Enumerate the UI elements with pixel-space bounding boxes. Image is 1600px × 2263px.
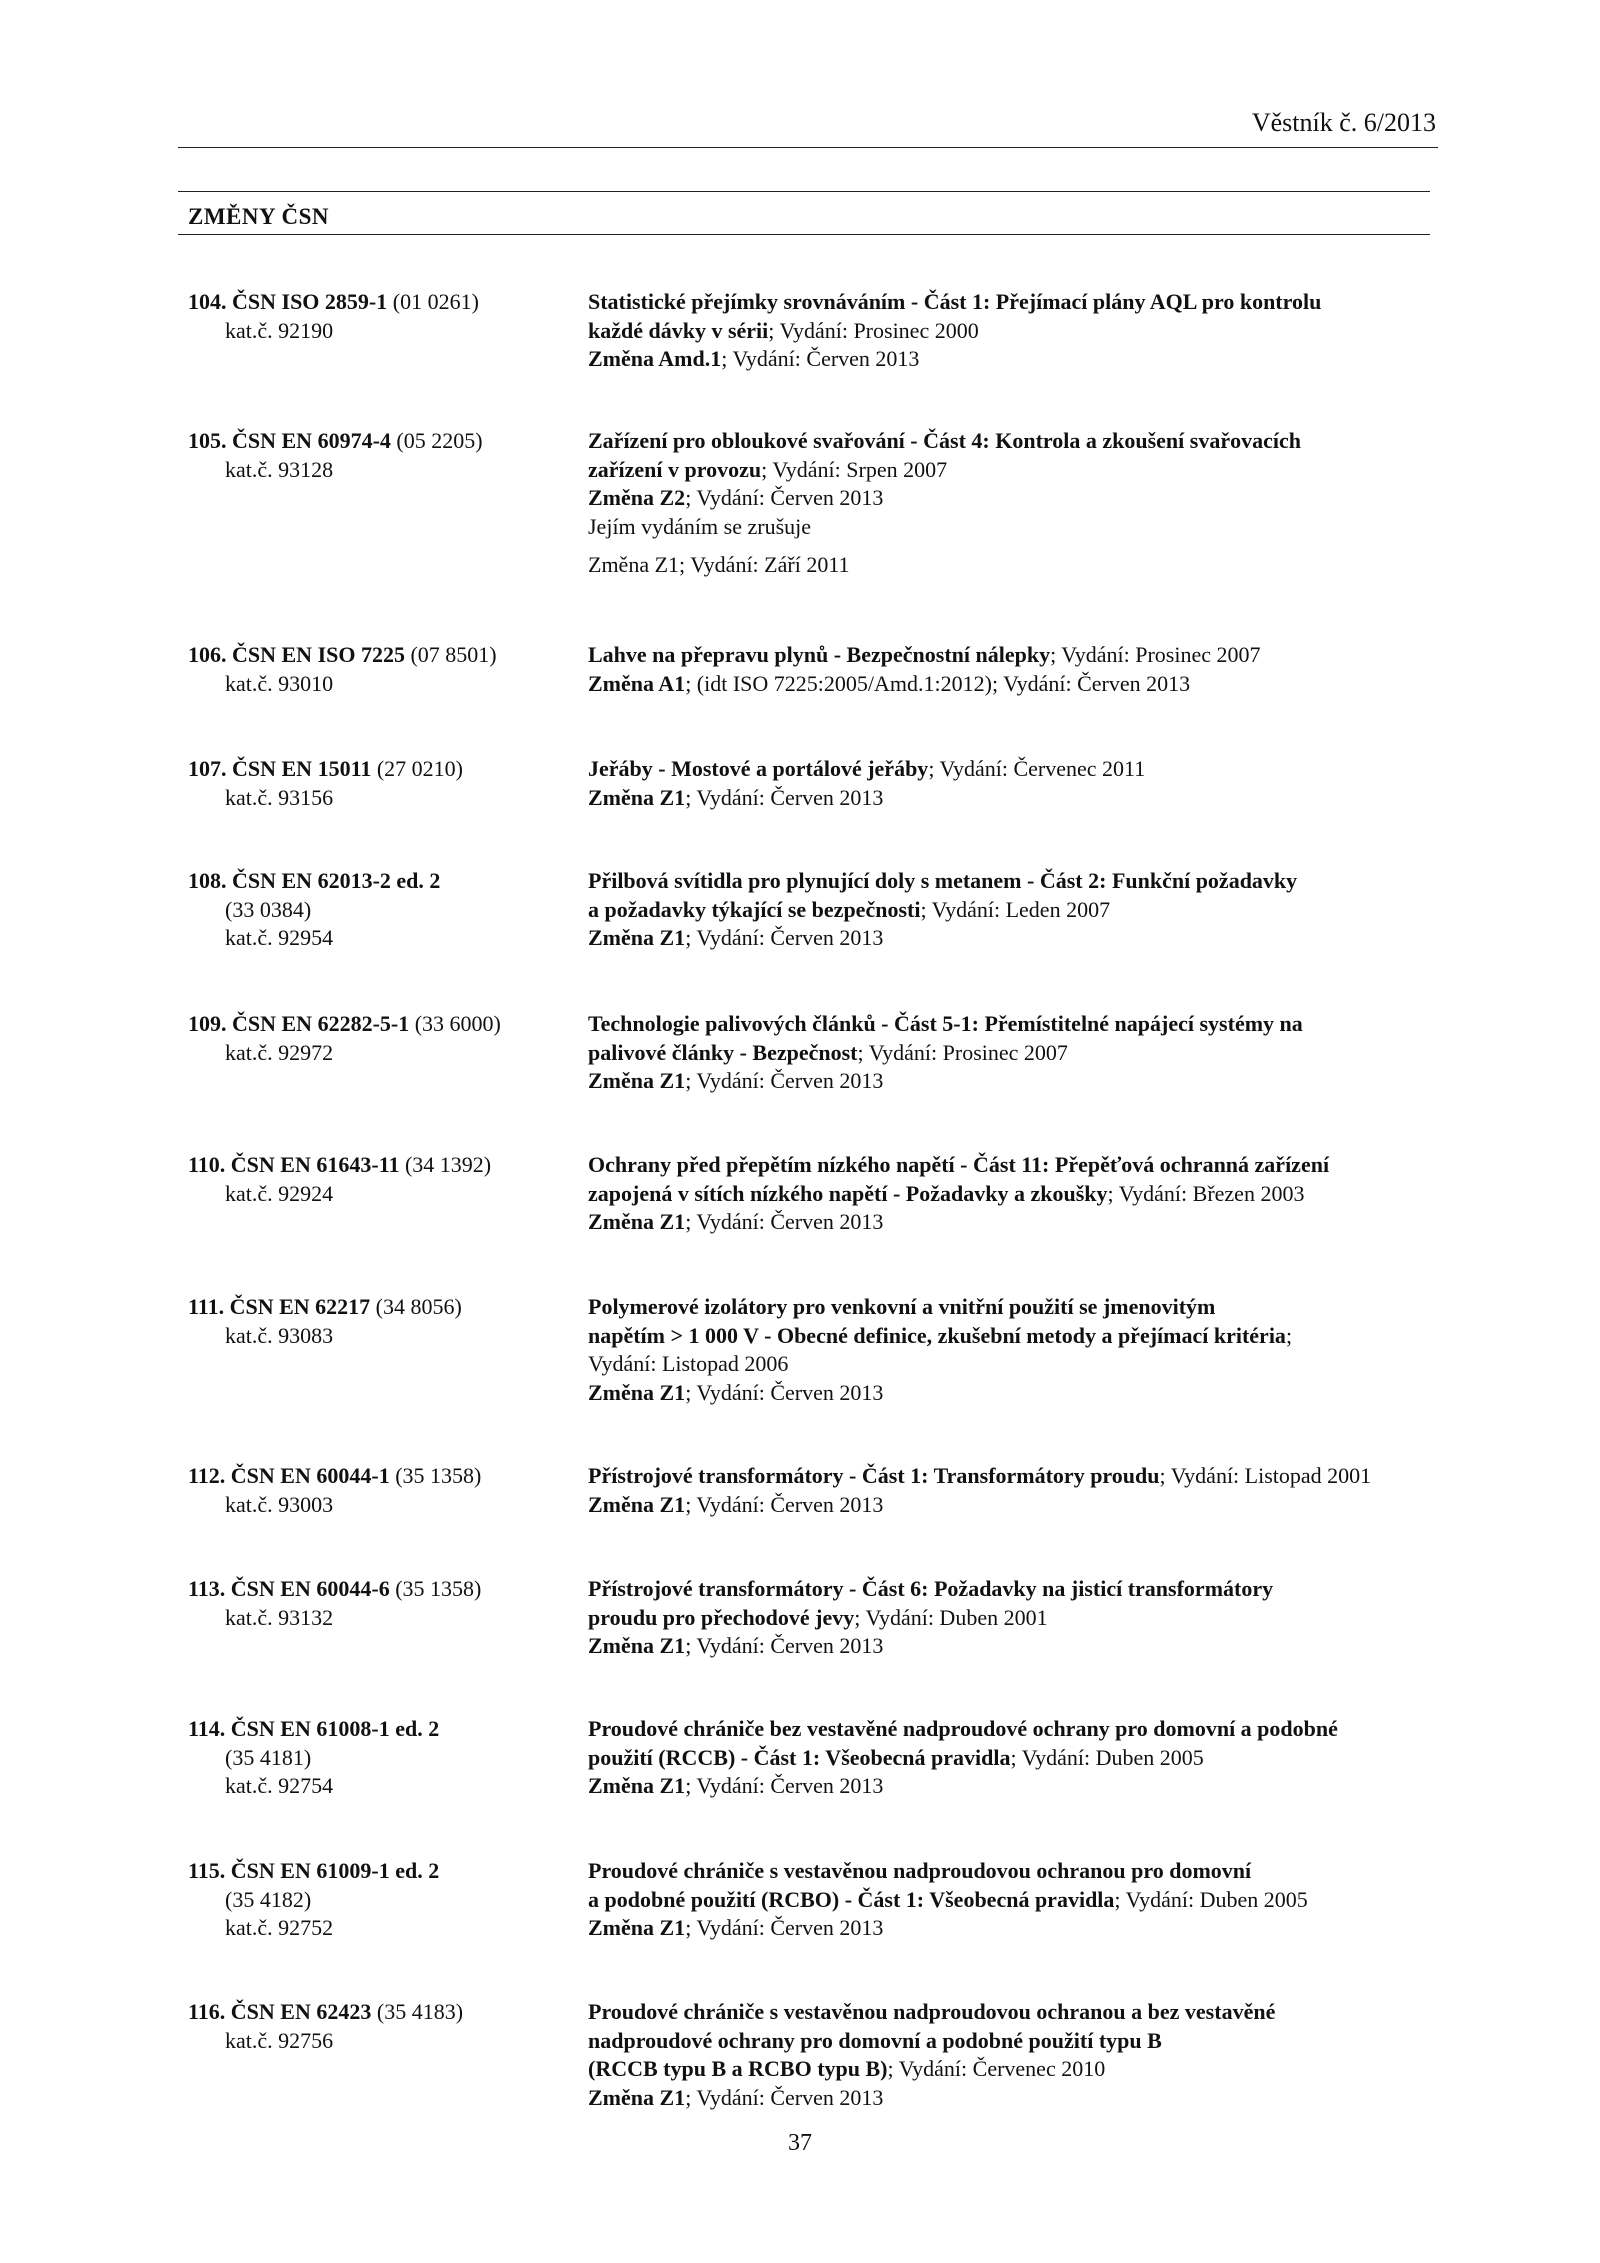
- description-line: [588, 1208, 1440, 1237]
- regular-text: ; Vydání: Červen 2013: [685, 1491, 884, 1517]
- page-number: 37: [788, 2130, 812, 2156]
- standard-identifier: [188, 427, 568, 484]
- bold-text: napětím > 1 000 V - Obecné definice, zkušební metody a přejímací kritéria: [588, 1322, 1286, 1348]
- description-line: [588, 2027, 1440, 2056]
- entry-number: 104.: [188, 289, 227, 314]
- regular-text: ;: [1285, 1322, 1293, 1348]
- class-number: (07 8501): [410, 642, 497, 667]
- standard-code: ČSN EN 61643-11: [230, 1152, 400, 1177]
- bold-text: Změna Z1: [588, 1773, 686, 1798]
- bold-text: Změna Z1: [588, 1068, 686, 1093]
- description-line: [588, 1632, 1440, 1661]
- standard-description: [588, 427, 1440, 580]
- description-line: [588, 1575, 1440, 1604]
- class-number: (33 0384): [225, 896, 312, 922]
- bold-text: Změna Z1: [588, 925, 686, 950]
- standard-description: [588, 1462, 1440, 1519]
- section-title: ZMĚNY ČSN: [188, 204, 330, 229]
- regular-text: ; Vydání: Červen 2013: [685, 1209, 884, 1234]
- description-line: [588, 1998, 1440, 2027]
- regular-text: ; Vydání: Červen 2013: [685, 925, 884, 950]
- description-line: [588, 317, 1440, 346]
- bold-text: Změna A1: [588, 670, 686, 696]
- entry-number: 105.: [188, 428, 227, 453]
- regular-text: ; Vydání: Červen 2013: [685, 1773, 884, 1798]
- description-line: [588, 1491, 1440, 1520]
- description-line: [588, 1067, 1440, 1096]
- description-line: [588, 1151, 1440, 1180]
- regular-text: Jejím vydáním se zrušuje: [588, 513, 812, 539]
- bold-text: použití (RCCB) - Část 1: Všeobecná pravidla: [588, 1744, 1011, 1770]
- description-line: [588, 1914, 1440, 1943]
- catalog-number: kat.č. 93083: [225, 1322, 334, 1348]
- description-line: [588, 641, 1440, 670]
- regular-text: ; Vydání: Duben 2001: [854, 1604, 1048, 1630]
- bold-text: Přístrojové transformátory - Část 1: Transformátory proudu: [588, 1463, 1160, 1488]
- header-rule: [178, 147, 1438, 148]
- bold-text: Změna Z1: [588, 2084, 686, 2110]
- standard-description: [588, 1998, 1440, 2112]
- catalog-number: kat.č. 93003: [225, 1491, 334, 1517]
- bold-text: Změna Z1: [588, 1379, 686, 1405]
- standard-identifier: [188, 1462, 568, 1519]
- standard-description: [588, 1575, 1440, 1661]
- description-line: [588, 867, 1440, 896]
- bold-text: zapojená v sítích nízkého napětí - Požadavky a zkoušky: [588, 1180, 1108, 1206]
- bold-text: a podobné použití (RCBO) - Část 1: Všeobecná pravidla: [588, 1886, 1115, 1912]
- entry-number: 111.: [188, 1294, 225, 1319]
- entry-number: 112.: [188, 1463, 226, 1488]
- catalog-number: kat.č. 93128: [225, 456, 334, 482]
- regular-text: ; Vydání: Srpen 2007: [761, 456, 948, 482]
- regular-text: ; Vydání: Červen 2013: [685, 2084, 884, 2110]
- class-number: (05 2205): [396, 428, 483, 453]
- bold-text: palivové články - Bezpečnost: [588, 1039, 858, 1065]
- description-line: [588, 1039, 1440, 1068]
- description-line: [588, 670, 1440, 699]
- class-number: (35 4181): [225, 1744, 312, 1770]
- standard-description: [588, 641, 1440, 698]
- description-line: [588, 1379, 1440, 1408]
- standard-identifier: [188, 1151, 568, 1208]
- bold-text: Přístrojové transformátory - Část 6: Požadavky na jisticí transformátory: [588, 1576, 1274, 1601]
- standard-code: ČSN EN 60044-6: [230, 1576, 390, 1601]
- entry-number: 109.: [188, 1011, 227, 1036]
- description-line: [588, 1180, 1440, 1209]
- standard-identifier: [188, 1010, 568, 1067]
- regular-text: ; Vydání: Červen 2013: [685, 1915, 884, 1940]
- catalog-number: kat.č. 92190: [225, 317, 334, 343]
- bold-text: Změna Amd.1: [588, 346, 722, 371]
- class-number: (35 1358): [395, 1463, 482, 1488]
- regular-text: Změna Z1; Vydání: Září 2011: [588, 552, 850, 577]
- description-line: [588, 2055, 1440, 2084]
- standard-code: ČSN EN 15011: [232, 756, 372, 781]
- entry-number: 107.: [188, 756, 227, 781]
- regular-text: ; Vydání: Červen 2013: [685, 784, 884, 810]
- standard-identifier: [188, 1715, 568, 1801]
- standard-code: ČSN EN 61009-1 ed. 2: [230, 1858, 440, 1883]
- regular-text: ; Vydání: Duben 2005: [1114, 1886, 1308, 1912]
- regular-text: ; Vydání: Červenec 2011: [928, 756, 1146, 781]
- description-line: [588, 484, 1440, 513]
- description-line: [588, 755, 1440, 784]
- description-line: [588, 288, 1440, 317]
- class-number: (34 8056): [375, 1294, 462, 1319]
- standard-description: [588, 1151, 1440, 1237]
- standard-description: [588, 1010, 1440, 1096]
- description-line: [588, 1857, 1440, 1886]
- entry-number: 114.: [188, 1716, 226, 1741]
- regular-text: ; Vydání: Prosinec 2007: [1050, 642, 1261, 667]
- class-number: (01 0261): [392, 289, 479, 314]
- standard-identifier: [188, 755, 568, 812]
- standard-code: ČSN EN ISO 7225: [232, 642, 405, 667]
- bold-text: Proudové chrániče bez vestavěné nadproudové ochrany pro domovní a podobné: [588, 1716, 1338, 1741]
- bold-text: Přilbová svítidla pro plynující doly s metanem - Část 2: Funkční požadavky: [588, 868, 1298, 893]
- entry-number: 113.: [188, 1576, 226, 1601]
- regular-text: ; Vydání: Duben 2005: [1010, 1744, 1204, 1770]
- standard-identifier: [188, 641, 568, 698]
- bold-text: Změna Z1: [588, 1491, 686, 1517]
- description-line: [588, 1350, 1440, 1379]
- description-line: [588, 1744, 1440, 1773]
- description-line: [588, 1886, 1440, 1915]
- regular-text: ; Vydání: Červen 2013: [721, 346, 920, 371]
- bold-text: a požadavky týkající se bezpečnosti: [588, 896, 921, 922]
- catalog-number: kat.č. 92924: [225, 1180, 334, 1206]
- description-line: [588, 456, 1440, 485]
- description-line: [588, 1604, 1440, 1633]
- bold-text: Ochrany před přepětím nízkého napětí - Část 11: Přepěťová ochranná zařízení: [588, 1152, 1330, 1177]
- regular-text: ; Vydání: Červen 2013: [685, 1633, 884, 1658]
- class-number: (35 1358): [395, 1576, 482, 1601]
- bold-text: Změna Z1: [588, 1209, 686, 1234]
- section-rule-top: [178, 191, 1430, 192]
- regular-text: ; Vydání: Leden 2007: [920, 896, 1111, 922]
- standard-identifier: [188, 1575, 568, 1632]
- description-line: [588, 427, 1440, 456]
- regular-text: ; Vydání: Prosinec 2000: [768, 317, 979, 343]
- description-line: [588, 896, 1440, 925]
- standard-code: ČSN ISO 2859-1: [232, 289, 388, 314]
- description-line: [588, 1772, 1440, 1801]
- bold-text: Změna Z1: [588, 1633, 686, 1658]
- regular-text: ; Vydání: Červen 2013: [685, 1379, 884, 1405]
- standard-description: [588, 867, 1440, 953]
- description-line: [588, 513, 1440, 542]
- standard-description: [588, 1857, 1440, 1943]
- entry-number: 108.: [188, 868, 227, 893]
- class-number: (33 6000): [414, 1011, 501, 1036]
- standard-identifier: [188, 1293, 568, 1350]
- catalog-number: kat.č. 92754: [225, 1773, 334, 1798]
- entry-number: 115.: [188, 1858, 226, 1883]
- description-line: [588, 2084, 1440, 2113]
- standard-code: ČSN EN 62013-2 ed. 2: [232, 868, 441, 893]
- regular-text: ; Vydání: Prosinec 2007: [857, 1039, 1068, 1065]
- description-line: [588, 551, 1440, 580]
- standard-identifier: [188, 867, 568, 953]
- catalog-number: kat.č. 92954: [225, 925, 334, 950]
- standard-code: ČSN EN 60044-1: [230, 1463, 390, 1488]
- catalog-number: kat.č. 92756: [225, 2027, 334, 2053]
- bold-text: Proudové chrániče s vestavěnou nadproudovou ochranou a bez vestavěné: [588, 1999, 1276, 2024]
- regular-text: Vydání: Listopad 2006: [588, 1351, 789, 1376]
- regular-text: ; Vydání: Březen 2003: [1107, 1180, 1305, 1206]
- standard-identifier: [188, 1857, 568, 1943]
- standard-code: ČSN EN 61008-1 ed. 2: [230, 1716, 440, 1741]
- catalog-number: kat.č. 93156: [225, 784, 334, 810]
- catalog-number: kat.č. 93010: [225, 670, 334, 696]
- description-line: [588, 1322, 1440, 1351]
- bold-text: nadproudové ochrany pro domovní a podobné použití typu B: [588, 2027, 1162, 2053]
- regular-text: ; Vydání: Červen 2013: [685, 485, 884, 510]
- class-number: (27 0210): [376, 756, 464, 781]
- bold-text: Proudové chrániče s vestavěnou nadproudovou ochranou pro domovní: [588, 1858, 1252, 1883]
- bold-text: Statistické přejímky srovnáváním - Část 1: Přejímací plány AQL pro kontrolu: [588, 289, 1322, 314]
- class-number: (34 1392): [404, 1152, 492, 1177]
- standard-description: [588, 1715, 1440, 1801]
- standard-code: ČSN EN 62217: [229, 1294, 371, 1319]
- bold-text: Jeřáby - Mostové a portálové jeřáby: [588, 756, 929, 781]
- bold-text: zařízení v provozu: [588, 456, 762, 482]
- description-line: [588, 1010, 1440, 1039]
- catalog-number: kat.č. 92972: [225, 1039, 334, 1065]
- standard-code: ČSN EN 62423: [230, 1999, 372, 2024]
- section-rule-bottom: [178, 234, 1430, 235]
- class-number: (35 4183): [376, 1999, 464, 2024]
- description-line: [588, 345, 1440, 374]
- standard-identifier: [188, 288, 568, 345]
- standard-description: [588, 1293, 1440, 1407]
- regular-text: ; (idt ISO 7225:2005/Amd.1:2012); Vydání: Červen 2013: [685, 670, 1191, 696]
- entry-number: 116.: [188, 1999, 226, 2024]
- regular-text: ; Vydání: Červen 2013: [685, 1068, 884, 1093]
- regular-text: ; Vydání: Červenec 2010: [887, 2056, 1106, 2081]
- bold-text: Polymerové izolátory pro venkovní a vnitřní použití se jmenovitým: [588, 1294, 1216, 1319]
- description-line: [588, 1293, 1440, 1322]
- standard-code: ČSN EN 60974-4: [232, 428, 391, 453]
- standard-description: [588, 288, 1440, 374]
- standard-description: [588, 755, 1440, 812]
- journal-header: Věstník č. 6/2013: [1251, 108, 1436, 137]
- bold-text: každé dávky v sérii: [588, 317, 769, 343]
- entry-number: 110.: [188, 1152, 226, 1177]
- description-line: [588, 924, 1440, 953]
- bold-text: Změna Z2: [588, 485, 686, 510]
- catalog-number: kat.č. 93132: [225, 1604, 334, 1630]
- bold-text: Technologie palivových článků - Část 5-1: Přemístitelné napájecí systémy na: [588, 1011, 1303, 1036]
- class-number: (35 4182): [225, 1886, 312, 1912]
- bold-text: proudu pro přechodové jevy: [588, 1604, 855, 1630]
- bold-text: Změna Z1: [588, 1915, 686, 1940]
- description-line: [588, 1715, 1440, 1744]
- regular-text: ; Vydání: Listopad 2001: [1159, 1463, 1372, 1488]
- standard-identifier: [188, 1998, 568, 2055]
- bold-text: Zařízení pro obloukové svařování - Část 4: Kontrola a zkoušení svařovacích: [588, 428, 1301, 453]
- entry-number: 106.: [188, 642, 227, 667]
- bold-text: Lahve na přepravu plynů - Bezpečnostní nálepky: [588, 642, 1051, 667]
- standard-code: ČSN EN 62282-5-1: [232, 1011, 410, 1036]
- bold-text: Změna Z1: [588, 784, 686, 810]
- bold-text: (RCCB typu B a RCBO typu B): [588, 2056, 888, 2081]
- description-line: [588, 1462, 1440, 1491]
- description-line: [588, 784, 1440, 813]
- catalog-number: kat.č. 92752: [225, 1915, 334, 1940]
